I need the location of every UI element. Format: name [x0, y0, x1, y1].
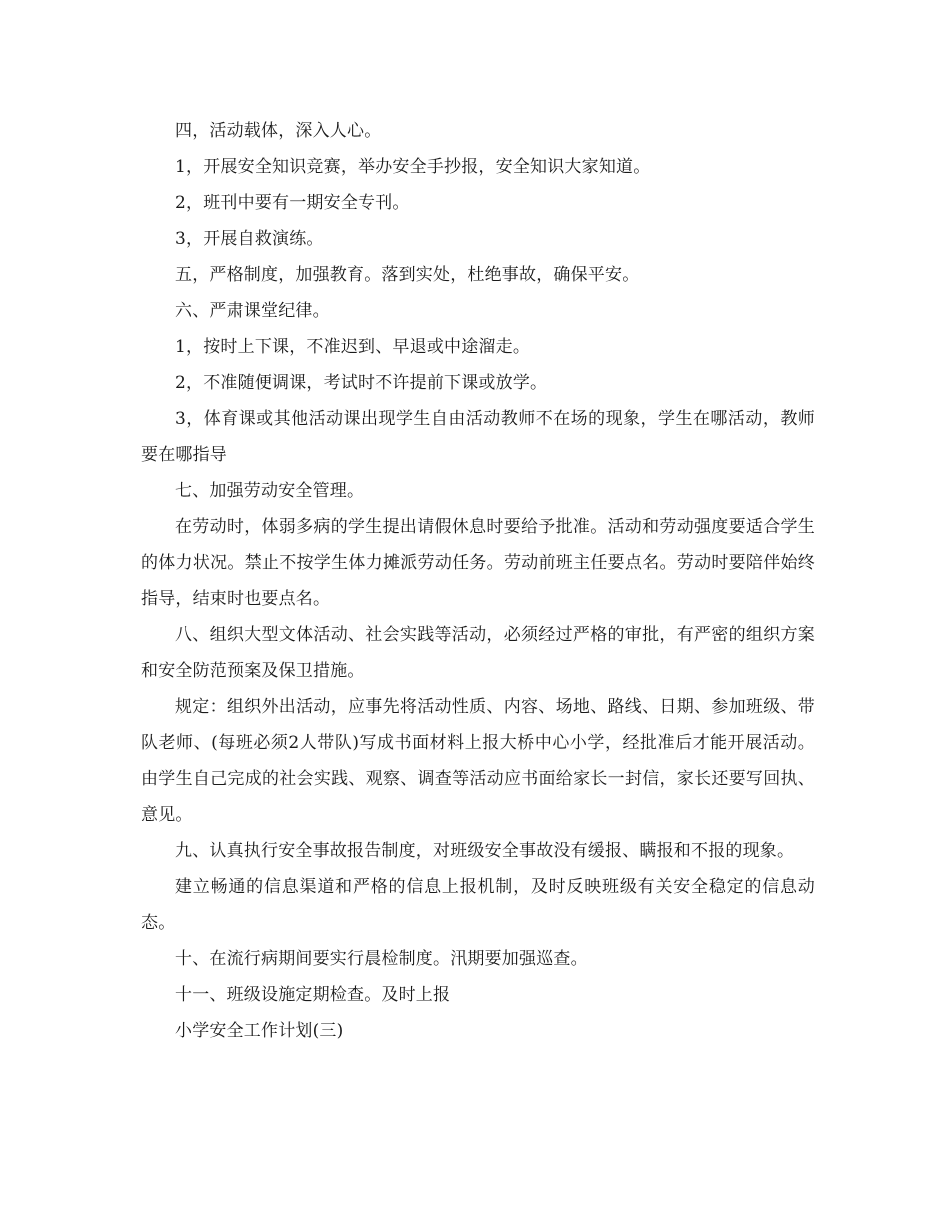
document-page: [141, 113, 815, 1049]
paragraph: 建立畅通的信息渠道和严格的信息上报机制，及时反映班级有关安全稳定的信息动态。: [141, 877, 815, 933]
paragraph: 在劳动时，体弱多病的学生提出请假休息时要给予批准。活动和劳动强度要适合学生的体力状况。禁止不按学生体力摊派劳动任务。劳动前班主任要点名。劳动时要陪伴始终指导，结束时也要点名。: [141, 517, 815, 609]
section-heading: 小学安全工作计划(三): [175, 1021, 344, 1041]
paragraph: 十、在流行病期间要实行晨检制度。汛期要加强巡查。: [175, 949, 588, 969]
paragraph: 3，开展自救演练。: [175, 229, 324, 249]
paragraph: 3，体育课或其他活动课出现学生自由活动教师不在场的现象，学生在哪活动，教师要在哪指导: [141, 409, 815, 465]
paragraph: 八、组织大型文体活动、社会实践等活动，必须经过严格的审批，有严密的组织方案和安全防范预案及保卫措施。: [141, 625, 815, 681]
paragraph: 2，不准随便调课，考试时不许提前下课或放学。: [175, 373, 548, 393]
paragraph: 六、严肃课堂纪律。: [175, 301, 330, 321]
paragraph: 规定：组织外出活动，应事先将活动性质、内容、场地、路线、日期、参加班级、带队老师、(每班必须2人带队)写成书面材料上报大桥中心小学，经批准后才能开展活动。由学生自己完成的社会实践、观察、调查等活动应书面给家长一封信，家长还要写回执、意见。: [141, 697, 815, 825]
paragraph: 四，活动载体，深入人心。: [175, 121, 382, 141]
paragraph: 2，班刊中要有一期安全专刊。: [175, 193, 410, 213]
paragraph: 五，严格制度，加强教育。落到实处，杜绝事故，确保平安。: [175, 265, 640, 285]
paragraph: 十一、班级设施定期检查。及时上报: [175, 985, 451, 1005]
paragraph: 1，按时上下课，不准迟到、早退或中途溜走。: [175, 337, 531, 357]
paragraph: 九、认真执行安全事故报告制度，对班级安全事故没有缓报、瞒报和不报的现象。: [175, 841, 795, 861]
paragraph: 1，开展安全知识竞赛，举办安全手抄报，安全知识大家知道。: [175, 157, 651, 177]
paragraph: 七、加强劳动安全管理。: [175, 481, 365, 501]
